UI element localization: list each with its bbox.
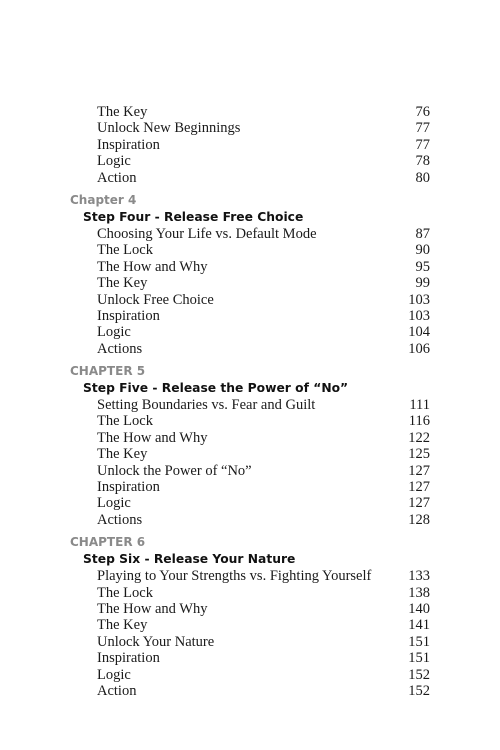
toc-entry [0, 170, 500, 186]
toc-entry-page: 103 [408, 307, 430, 324]
toc-entry-page: 104 [408, 324, 430, 341]
toc-entry-title: The How and Why [97, 258, 208, 275]
toc-entry-page: 138 [408, 584, 430, 601]
toc-entry [0, 512, 500, 528]
toc-entry [0, 479, 500, 495]
chapter-heading: CHAPTER 5 [70, 364, 146, 379]
toc-entry-page: 152 [408, 682, 430, 699]
toc-entry-title: Action [97, 169, 137, 186]
toc-entry-page: 95 [415, 258, 430, 275]
toc-entry-page: 77 [415, 120, 430, 137]
toc-entry [0, 601, 500, 617]
toc-entry [0, 341, 500, 357]
toc-entry-page: 127 [408, 479, 430, 496]
toc-entry [0, 568, 500, 584]
toc-entry-page: 80 [415, 169, 430, 186]
toc-entry [0, 430, 500, 446]
toc-entry-page: 77 [415, 136, 430, 153]
toc-entry [0, 650, 500, 666]
toc-entry-title: Unlock New Beginnings [97, 120, 241, 137]
toc-entry-title: Setting Boundaries vs. Fear and Guilt [97, 397, 316, 414]
toc-entry [0, 137, 500, 153]
table-of-contents [0, 104, 500, 699]
toc-entry-page: 151 [408, 633, 430, 650]
toc-entry-page: 127 [408, 462, 430, 479]
toc-entry-title: Logic [97, 324, 131, 341]
toc-entry-page: 103 [408, 291, 430, 308]
toc-entry [0, 226, 500, 242]
toc-entry-title: The How and Why [97, 600, 208, 617]
toc-entry [0, 634, 500, 650]
toc-entry-title: The Lock [97, 413, 153, 430]
toc-entry-page: 106 [408, 340, 430, 357]
toc-entry [0, 585, 500, 601]
toc-entry [0, 397, 500, 413]
toc-entry [0, 292, 500, 308]
toc-entry [0, 120, 500, 136]
toc-entry-page: 127 [408, 495, 430, 512]
chapter-heading: CHAPTER 6 [70, 535, 146, 550]
toc-entry [0, 324, 500, 340]
toc-entry-title: The Lock [97, 584, 153, 601]
toc-entry-title: Logic [97, 153, 131, 170]
toc-entry-title: Inspiration [97, 650, 160, 667]
toc-entry-title: The Key [97, 104, 148, 120]
toc-entry-page: 99 [415, 275, 430, 292]
toc-entry-page: 122 [408, 429, 430, 446]
toc-entry-title: Unlock Your Nature [97, 633, 215, 650]
toc-entry-page: 116 [408, 413, 430, 430]
toc-entry-title: Actions [97, 511, 143, 528]
toc-entry-title: The Key [97, 617, 148, 634]
toc-entry [0, 308, 500, 324]
toc-entry-title: Action [97, 682, 137, 699]
toc-entry [0, 259, 500, 275]
step-heading: Step Five - Release the Power of “No” [83, 381, 349, 396]
toc-entry [0, 275, 500, 291]
toc-entry-page: 133 [408, 568, 430, 585]
toc-entry-page: 140 [408, 600, 430, 617]
toc-entry-page: 141 [408, 617, 430, 634]
toc-entry-title: The Lock [97, 242, 153, 259]
toc-entry [0, 667, 500, 683]
toc-entry [0, 617, 500, 633]
toc-entry-page: 87 [415, 225, 430, 242]
toc-entry-title: Actions [97, 340, 143, 357]
toc-entry-title: Playing to Your Strengths vs. Fighting Yourself [97, 568, 372, 585]
toc-entry-title: Unlock Free Choice [97, 291, 214, 308]
toc-entry-title: Unlock the Power of “No” [97, 462, 252, 479]
toc-entry-page: 151 [408, 650, 430, 667]
toc-entry [0, 413, 500, 429]
toc-entry [0, 463, 500, 479]
toc-entry-page: 78 [415, 153, 430, 170]
toc-entry [0, 104, 500, 120]
toc-entry-title: Choosing Your Life vs. Default Mode [97, 225, 317, 242]
toc-entry-title: Inspiration [97, 136, 160, 153]
toc-entry-page: 111 [409, 397, 430, 414]
toc-entry-page: 125 [408, 446, 430, 463]
step-heading: Step Six - Release Your Nature [83, 552, 296, 567]
toc-entry-title: Inspiration [97, 307, 160, 324]
toc-entry [0, 242, 500, 258]
step-heading: Step Four - Release Free Choice [83, 209, 304, 224]
toc-entry [0, 153, 500, 169]
toc-entry-page: 128 [408, 511, 430, 528]
toc-entry-title: Logic [97, 666, 131, 683]
toc-entry-title: Logic [97, 495, 131, 512]
toc-entry-page: 152 [408, 666, 430, 683]
toc-entry-page: 90 [415, 242, 430, 259]
toc-entry-page: 76 [415, 104, 430, 120]
toc-entry-title: The Key [97, 275, 148, 292]
toc-entry [0, 446, 500, 462]
toc-entry [0, 683, 500, 699]
toc-entry-title: The How and Why [97, 429, 208, 446]
chapter-heading: Chapter 4 [70, 192, 137, 207]
toc-entry-title: Inspiration [97, 479, 160, 496]
toc-entry-title: The Key [97, 446, 148, 463]
toc-entry [0, 495, 500, 511]
